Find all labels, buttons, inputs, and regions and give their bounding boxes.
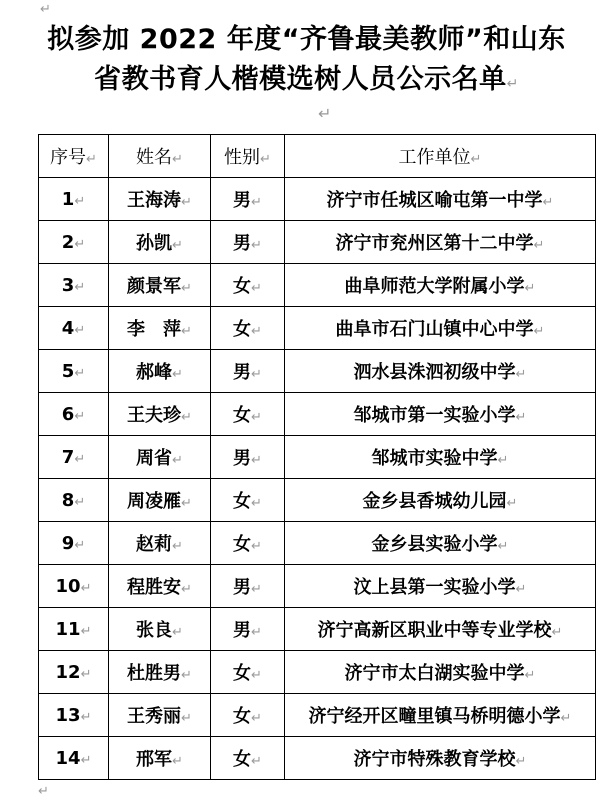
paragraph-mark: ↵: [80, 666, 92, 682]
document-title: [0, 20, 613, 104]
header-workplace: 工作单位↵: [285, 135, 596, 178]
cell-name: 李 萍↵: [109, 307, 211, 350]
paragraph-mark: ↵: [181, 195, 192, 210]
table-row: [39, 737, 596, 780]
paragraph-mark: ↵: [251, 496, 262, 511]
cell-name: 程胜安↵: [109, 565, 211, 608]
paragraph-mark: ↵: [172, 238, 183, 253]
paragraph-mark: ↵: [260, 152, 271, 167]
cell-workplace: 曲阜市石门山镇中心中学↵: [285, 307, 596, 350]
table-row: [39, 221, 596, 264]
cell-name: 张良↵: [109, 608, 211, 651]
cell-gender: 男↵: [211, 350, 285, 393]
cell-name: 周省↵: [109, 436, 211, 479]
cell-name: 赵莉↵: [109, 522, 211, 565]
cell-workplace: 济宁市太白湖实验中学↵: [285, 651, 596, 694]
paragraph-mark: ↵: [533, 238, 545, 253]
cell-gender: 男↵: [211, 436, 285, 479]
cell-index: 6↵: [39, 393, 109, 436]
paragraph-mark: ↵: [251, 539, 262, 554]
paragraph-mark: ↵: [74, 322, 86, 338]
cell-gender: 女↵: [211, 264, 285, 307]
cell-workplace: 曲阜师范大学附属小学↵: [285, 264, 596, 307]
paragraph-mark: ↵: [524, 281, 536, 296]
paragraph-mark: ↵: [80, 580, 92, 596]
paragraph-mark: ↵: [74, 365, 86, 381]
table-body: [39, 178, 596, 780]
cell-name: 颜景军↵: [109, 264, 211, 307]
cell-index: 3↵: [39, 264, 109, 307]
cell-gender: 女↵: [211, 393, 285, 436]
paragraph-mark: ↵: [251, 195, 262, 210]
cell-name: 郝峰↵: [109, 350, 211, 393]
table-row: [39, 522, 596, 565]
paragraph-mark: ↵: [172, 539, 183, 554]
roster-table: [38, 134, 596, 780]
paragraph-mark: ↵: [497, 453, 509, 468]
paragraph-mark: ↵: [515, 367, 527, 382]
cell-gender: 女↵: [211, 479, 285, 522]
paragraph-mark: ↵: [181, 711, 192, 726]
paragraph-mark: ↵: [515, 410, 527, 425]
table-row: [39, 393, 596, 436]
paragraph-mark: ↵: [74, 193, 86, 209]
paragraph-mark: ↵: [533, 324, 545, 339]
cell-index: 1↵: [39, 178, 109, 221]
paragraph-mark: ↵: [74, 451, 86, 467]
paragraph-mark: ↵: [551, 625, 563, 640]
title-line-2: 省教书育人楷模选树人员公示名单↵: [94, 64, 519, 95]
paragraph-mark: ↵: [172, 625, 183, 640]
cell-gender: 女↵: [211, 694, 285, 737]
cell-workplace: 泗水县洙泗初级中学↵: [285, 350, 596, 393]
table-row: [39, 651, 596, 694]
paragraph-mark: ↵: [181, 410, 192, 425]
cell-index: 14↵: [39, 737, 109, 780]
paragraph-mark: ↵: [251, 711, 262, 726]
paragraph-mark: ↵: [251, 754, 262, 769]
paragraph-mark: ↵: [74, 494, 86, 510]
table-row: [39, 178, 596, 221]
cell-workplace: 济宁市兖州区第十二中学↵: [285, 221, 596, 264]
paragraph-mark: ↵: [181, 496, 192, 511]
cell-workplace: 济宁市特殊教育学校↵: [285, 737, 596, 780]
cell-workplace: 金乡县实验小学↵: [285, 522, 596, 565]
table-row: [39, 350, 596, 393]
cell-index: 11↵: [39, 608, 109, 651]
paragraph-mark: ↵: [542, 195, 554, 210]
paragraph-mark: ↵: [80, 709, 92, 725]
cell-index: 13↵: [39, 694, 109, 737]
cell-gender: 女↵: [211, 737, 285, 780]
paragraph-mark: ↵: [506, 496, 518, 511]
cell-workplace: 金乡县香城幼儿园↵: [285, 479, 596, 522]
cell-index: 5↵: [39, 350, 109, 393]
cell-name: 孙凯↵: [109, 221, 211, 264]
table-header-row: [39, 135, 596, 178]
cell-workplace: 邹城市第一实验小学↵: [285, 393, 596, 436]
paragraph-mark: ↵: [251, 453, 262, 468]
paragraph-mark: ↵: [74, 279, 86, 295]
cell-gender: 男↵: [211, 221, 285, 264]
cell-name: 王海涛↵: [109, 178, 211, 221]
paragraph-mark: ↵: [560, 711, 572, 726]
paragraph-mark: ↵: [181, 281, 192, 296]
cell-name: 邢军↵: [109, 737, 211, 780]
table-row: [39, 608, 596, 651]
paragraph-mark: ↵: [172, 367, 183, 382]
header-name: 姓名↵: [109, 135, 211, 178]
paragraph-mark: ↵: [251, 625, 262, 640]
paragraph-mark: ↵: [251, 238, 262, 253]
cell-index: 2↵: [39, 221, 109, 264]
paragraph-mark: ↵: [80, 752, 92, 768]
table-row: [39, 565, 596, 608]
paragraph-mark: ↵: [506, 76, 519, 92]
paragraph-mark: ↵: [497, 539, 509, 554]
cell-workplace: 邹城市实验中学↵: [285, 436, 596, 479]
paragraph-mark: ↵: [74, 236, 86, 252]
cell-gender: 男↵: [211, 608, 285, 651]
cell-index: 10↵: [39, 565, 109, 608]
header-gender: 性别↵: [211, 135, 285, 178]
cell-index: 12↵: [39, 651, 109, 694]
paragraph-mark: ↵: [74, 537, 86, 553]
table-row: [39, 479, 596, 522]
paragraph-mark: ↵: [251, 582, 262, 597]
cell-gender: 女↵: [211, 651, 285, 694]
cell-name: 王秀丽↵: [109, 694, 211, 737]
table-row: [39, 694, 596, 737]
paragraph-mark: ↵: [80, 623, 92, 639]
cell-gender: 女↵: [211, 307, 285, 350]
cell-index: 4↵: [39, 307, 109, 350]
paragraph-mark: ↵: [251, 410, 262, 425]
paragraph-mark: ↵: [181, 668, 192, 683]
paragraph-mark: ↵: [172, 754, 183, 769]
paragraph-mark: ↵: [318, 104, 332, 123]
paragraph-mark: ↵: [251, 367, 262, 382]
cell-workplace: 济宁经开区疃里镇马桥明德小学↵: [285, 694, 596, 737]
cell-workplace: 济宁高新区职业中等专业学校↵: [285, 608, 596, 651]
cell-workplace: 汶上县第一实验小学↵: [285, 565, 596, 608]
paragraph-mark: ↵: [524, 668, 536, 683]
paragraph-mark: ↵: [251, 324, 262, 339]
paragraph-mark: ↵: [251, 281, 262, 296]
title-line-1: 拟参加 2022 年度“齐鲁最美教师”和山东: [47, 24, 566, 55]
table-row: [39, 307, 596, 350]
cell-index: 9↵: [39, 522, 109, 565]
cell-gender: 男↵: [211, 565, 285, 608]
paragraph-mark: ↵: [470, 152, 482, 167]
paragraph-mark: ↵: [251, 668, 262, 683]
paragraph-mark: ↵: [38, 784, 49, 799]
paragraph-mark: ↵: [74, 408, 86, 424]
paragraph-mark: ↵: [515, 582, 527, 597]
table-row: [39, 264, 596, 307]
cell-workplace: 济宁市任城区喻屯第一中学↵: [285, 178, 596, 221]
header-index: 序号↵: [39, 135, 109, 178]
cell-name: 杜胜男↵: [109, 651, 211, 694]
paragraph-mark: ↵: [86, 152, 97, 167]
cell-gender: 男↵: [211, 178, 285, 221]
table-row: [39, 436, 596, 479]
cell-index: 8↵: [39, 479, 109, 522]
paragraph-mark: ↵: [172, 152, 183, 167]
cell-index: 7↵: [39, 436, 109, 479]
cell-gender: 女↵: [211, 522, 285, 565]
cell-name: 周凌雁↵: [109, 479, 211, 522]
paragraph-mark: ↵: [515, 754, 527, 769]
paragraph-mark: ↵: [181, 582, 192, 597]
paragraph-mark: ↵: [172, 453, 183, 468]
cell-name: 王夫珍↵: [109, 393, 211, 436]
paragraph-mark: ↵: [181, 324, 192, 339]
paragraph-mark: ↵: [40, 2, 51, 17]
